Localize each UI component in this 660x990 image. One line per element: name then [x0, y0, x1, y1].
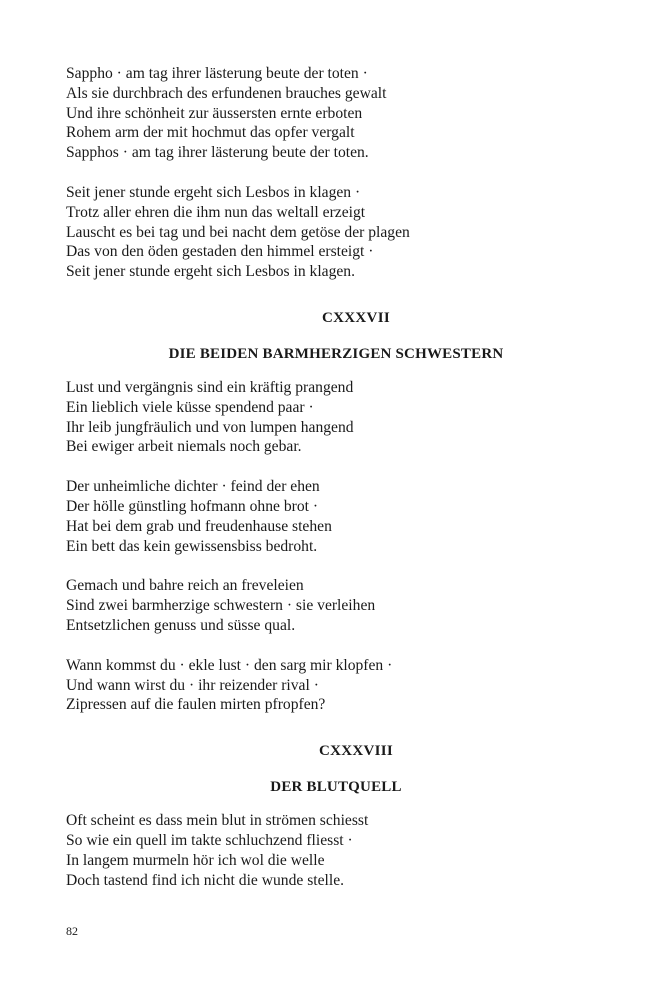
verse-line: Das von den öden gestaden den himmel ersteigt · [66, 243, 374, 261]
verse-line: In langem murmeln hör ich wol die welle [66, 851, 325, 869]
verse-line: Seit jener stunde ergeht sich Lesbos in klagen · [66, 183, 361, 201]
verse-line: Trotz aller ehren die ihm nun das weltall erzeigt [66, 203, 366, 221]
verse-line: Sapphos · am tag ihrer lästerung beute der toten. [66, 144, 369, 162]
page-number: 82 [66, 924, 78, 938]
verse-line: Hat bei dem grab und freudenhause stehen [66, 517, 332, 535]
book-page [66, 64, 606, 910]
verse-line: Lauscht es bei tag und bei nacht dem getöse der plagen [66, 223, 410, 241]
verse-line: Als sie durchbrach des erfundenen brauches gewalt [66, 84, 387, 102]
verse-line: Und wann wirst du · ihr reizender rival · [66, 676, 319, 694]
verse-line: Bei ewiger arbeit niemals noch gebar. [66, 438, 302, 456]
poem-137-number: CXXXVII [322, 309, 390, 326]
verse-line: Rohem arm der mit hochmut das opfer vergalt [66, 124, 355, 142]
verse-line: Sappho · am tag ihrer lästerung beute der toten · [66, 65, 368, 82]
verse-line: So wie ein quell im takte schluchzend fliesst · [66, 831, 353, 849]
poem-138-title: DER BLUTQUELL [270, 779, 402, 796]
verse-line: Der unheimliche dichter · feind der ehen [66, 478, 320, 496]
verse-line: Oft scheint es dass mein blut in strömen schiesst [66, 812, 369, 830]
verse-line: Ein lieblich viele küsse spendend paar · [66, 398, 314, 416]
poem-136-stanza-2 [66, 183, 606, 282]
verse-line: Sind zwei barmherzige schwestern · sie verleihen [66, 597, 376, 615]
poem-136-stanza-1 [66, 64, 606, 163]
verse-line: Ihr leib jungfräulich und von lumpen hangend [66, 418, 354, 436]
poem-137-stanza-2 [66, 477, 606, 556]
poem-137-title: DIE BEIDEN BARMHERZIGEN SCHWESTERN [168, 345, 504, 362]
poem-137-stanza-3 [66, 576, 606, 635]
poem-138-number: CXXXVIII [318, 743, 394, 760]
poem-137-stanza-4 [66, 656, 606, 715]
verse-line: Wann kommst du · ekle lust · den sarg mir klopfen · [66, 656, 393, 674]
verse-line: Doch tastend find ich nicht die wunde stelle. [66, 871, 345, 889]
verse-line: Lust und vergängnis sind ein kräftig prangend [66, 378, 354, 396]
verse-line: Ein bett das kein gewissensbiss bedroht. [66, 537, 318, 555]
verse-line: Entsetzlichen genuss und süsse qual. [66, 616, 296, 634]
poem-137-stanza-1 [66, 378, 606, 457]
verse-line: Zipressen auf die faulen mirten pfropfen? [66, 696, 326, 714]
verse-line: Der hölle günstling hofmann ohne brot · [66, 497, 319, 515]
verse-line: Gemach und bahre reich an freveleien [66, 577, 304, 595]
verse-line: Seit jener stunde ergeht sich Lesbos in klagen. [66, 263, 355, 281]
poem-138-stanza-1 [66, 811, 606, 890]
verse-line: Und ihre schönheit zur äussersten ernte erboten [66, 104, 363, 122]
